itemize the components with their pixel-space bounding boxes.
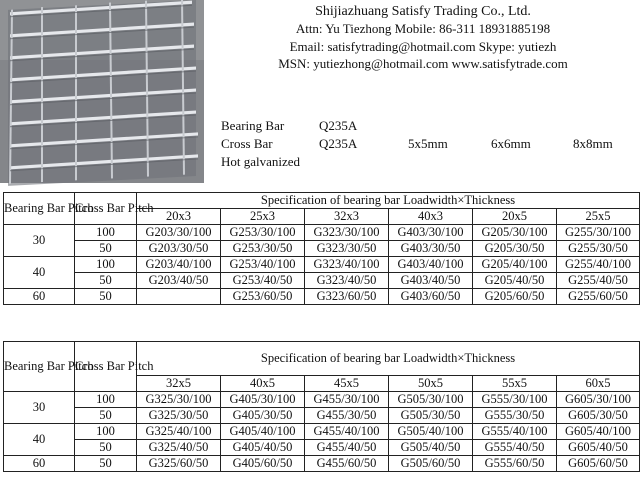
code-cell: G255/30/100 <box>557 225 640 241</box>
table-row <box>4 392 640 408</box>
cross-cell: 50 <box>75 456 137 472</box>
code-cell: G205/60/50 <box>473 289 557 305</box>
code-cell: G323/30/100 <box>305 225 389 241</box>
size-header: 40x3 <box>389 209 473 225</box>
code-cell: G203/40/50 <box>137 273 221 289</box>
pitch-cell: 30 <box>4 225 75 257</box>
code-cell: G325/40/50 <box>137 440 221 456</box>
table-row <box>4 424 640 440</box>
cross-header: Cross Bar Pitch <box>75 193 137 225</box>
code-cell: G325/30/100 <box>137 392 221 408</box>
code-cell: G403/30/100 <box>389 225 473 241</box>
bearing-bar-label: Bearing Bar <box>221 118 285 133</box>
code-cell: G253/40/100 <box>221 257 305 273</box>
table-row <box>4 273 640 289</box>
code-cell: G405/40/100 <box>221 424 305 440</box>
code-cell: G455/40/100 <box>305 424 389 440</box>
code-cell: G255/30/50 <box>557 241 640 257</box>
code-cell: G323/40/50 <box>305 273 389 289</box>
size-header: 25x5 <box>557 209 640 225</box>
table-row <box>4 440 640 456</box>
cross-cell: 50 <box>75 241 137 257</box>
code-cell: G255/40/100 <box>557 257 640 273</box>
code-cell: G325/40/100 <box>137 424 221 440</box>
code-cell: G505/40/100 <box>389 424 473 440</box>
size-header: 50x5 <box>389 376 473 392</box>
contact-email: Email: satisfytrading@hotmail.com Skype: yutiezh <box>289 38 557 54</box>
code-cell: G505/60/50 <box>389 456 473 472</box>
pitch-cell: 40 <box>4 257 75 289</box>
spec-table-5mm <box>3 341 640 472</box>
code-cell <box>137 289 221 305</box>
cross-cell: 100 <box>75 392 137 408</box>
code-cell: G555/30/50 <box>473 408 557 424</box>
code-cell: G455/60/50 <box>305 456 389 472</box>
size-header: 32x5 <box>137 376 221 392</box>
code-cell: G555/40/50 <box>473 440 557 456</box>
cross-cell: 50 <box>75 273 137 289</box>
table-row <box>4 257 640 273</box>
company-name: Shijiazhuang Satisfy Trading Co., Ltd. <box>315 4 531 19</box>
table-row <box>4 408 640 424</box>
pitch-cell: 60 <box>4 289 75 305</box>
code-cell: G325/30/50 <box>137 408 221 424</box>
steel-grating-picture <box>0 0 204 183</box>
code-cell: G605/30/100 <box>557 392 640 408</box>
cross-bar-label: Cross Bar <box>221 136 273 151</box>
code-cell: G403/40/50 <box>389 273 473 289</box>
grating-photo <box>0 0 204 183</box>
code-cell: G205/30/50 <box>473 241 557 257</box>
code-cell: G405/30/50 <box>221 408 305 424</box>
pitch-cell: 60 <box>4 456 75 472</box>
size-header: 45x5 <box>305 376 389 392</box>
code-cell: G403/60/50 <box>389 289 473 305</box>
code-cell: G555/60/50 <box>473 456 557 472</box>
spec-title: Specification of bearing bar Loadwidth×Thickness <box>137 193 640 209</box>
code-cell: G205/30/100 <box>473 225 557 241</box>
code-cell: G253/60/50 <box>221 289 305 305</box>
cross-bar-size: 6x6mm <box>491 136 531 151</box>
code-cell: G253/30/100 <box>221 225 305 241</box>
code-cell: G203/30/50 <box>137 241 221 257</box>
cross-bar-size: 8x8mm <box>573 136 613 151</box>
table-row <box>4 241 640 257</box>
code-cell: G323/60/50 <box>305 289 389 305</box>
size-header: 20x3 <box>137 209 221 225</box>
table-row <box>4 225 640 241</box>
code-cell: G605/30/50 <box>557 408 640 424</box>
bearing-bar-grade: Q235A <box>319 118 358 133</box>
cross-header: Cross Bar Pitch <box>75 342 137 392</box>
pitch-cell: 30 <box>4 392 75 424</box>
cross-cell: 100 <box>75 424 137 440</box>
cross-cell: 100 <box>75 225 137 241</box>
code-cell: G405/30/100 <box>221 392 305 408</box>
code-cell: G323/40/100 <box>305 257 389 273</box>
size-header: 55x5 <box>473 376 557 392</box>
code-cell: G505/30/100 <box>389 392 473 408</box>
pitch-cell: 40 <box>4 424 75 456</box>
code-cell: G403/40/100 <box>389 257 473 273</box>
pitch-header: Bearing Bar Pitch <box>4 193 75 225</box>
code-cell: G505/40/50 <box>389 440 473 456</box>
code-cell: G325/60/50 <box>137 456 221 472</box>
code-cell: G605/40/100 <box>557 424 640 440</box>
pitch-header: Bearing Bar Pitch <box>4 342 75 392</box>
cross-cell: 50 <box>75 289 137 305</box>
code-cell: G253/40/50 <box>221 273 305 289</box>
code-cell: G323/30/50 <box>305 241 389 257</box>
code-cell: G405/60/50 <box>221 456 305 472</box>
size-header: 32x3 <box>305 209 389 225</box>
size-header: 40x5 <box>221 376 305 392</box>
code-cell: G505/30/50 <box>389 408 473 424</box>
code-cell: G203/40/100 <box>137 257 221 273</box>
code-cell: G255/40/50 <box>557 273 640 289</box>
cross-cell: 50 <box>75 440 137 456</box>
contact-attn: Attn: Yu Tiezhong Mobile: 86-311 18931885198 <box>295 21 551 37</box>
finish-label: Hot galvanized <box>221 154 301 169</box>
code-cell: G555/30/100 <box>473 392 557 408</box>
code-cell: G203/30/100 <box>137 225 221 241</box>
contact-msn: MSN: yutiezhong@hotmail.com www.satisfytrade.com <box>278 56 568 72</box>
code-cell: G455/30/100 <box>305 392 389 408</box>
cross-bar-grade: Q235A <box>319 136 358 151</box>
cross-cell: 100 <box>75 257 137 273</box>
code-cell: G403/30/50 <box>389 241 473 257</box>
code-cell: G253/30/50 <box>221 241 305 257</box>
code-cell: G555/40/100 <box>473 424 557 440</box>
spec-table-3mm <box>3 192 640 305</box>
code-cell: G605/60/50 <box>557 456 640 472</box>
code-cell: G455/40/50 <box>305 440 389 456</box>
code-cell: G205/40/100 <box>473 257 557 273</box>
cross-cell: 50 <box>75 408 137 424</box>
code-cell: G255/60/50 <box>557 289 640 305</box>
cross-bar-size: 5x5mm <box>408 136 448 151</box>
size-header: 25x3 <box>221 209 305 225</box>
spec-title: Specification of bearing bar Loadwidth×Thickness <box>137 342 640 376</box>
code-cell: G605/40/50 <box>557 440 640 456</box>
table-row <box>4 456 640 472</box>
size-header: 60x5 <box>557 376 640 392</box>
size-header: 20x5 <box>473 209 557 225</box>
code-cell: G455/30/50 <box>305 408 389 424</box>
table-row <box>4 289 640 305</box>
code-cell: G405/40/50 <box>221 440 305 456</box>
code-cell: G205/40/50 <box>473 273 557 289</box>
contact-header <box>205 0 641 73</box>
